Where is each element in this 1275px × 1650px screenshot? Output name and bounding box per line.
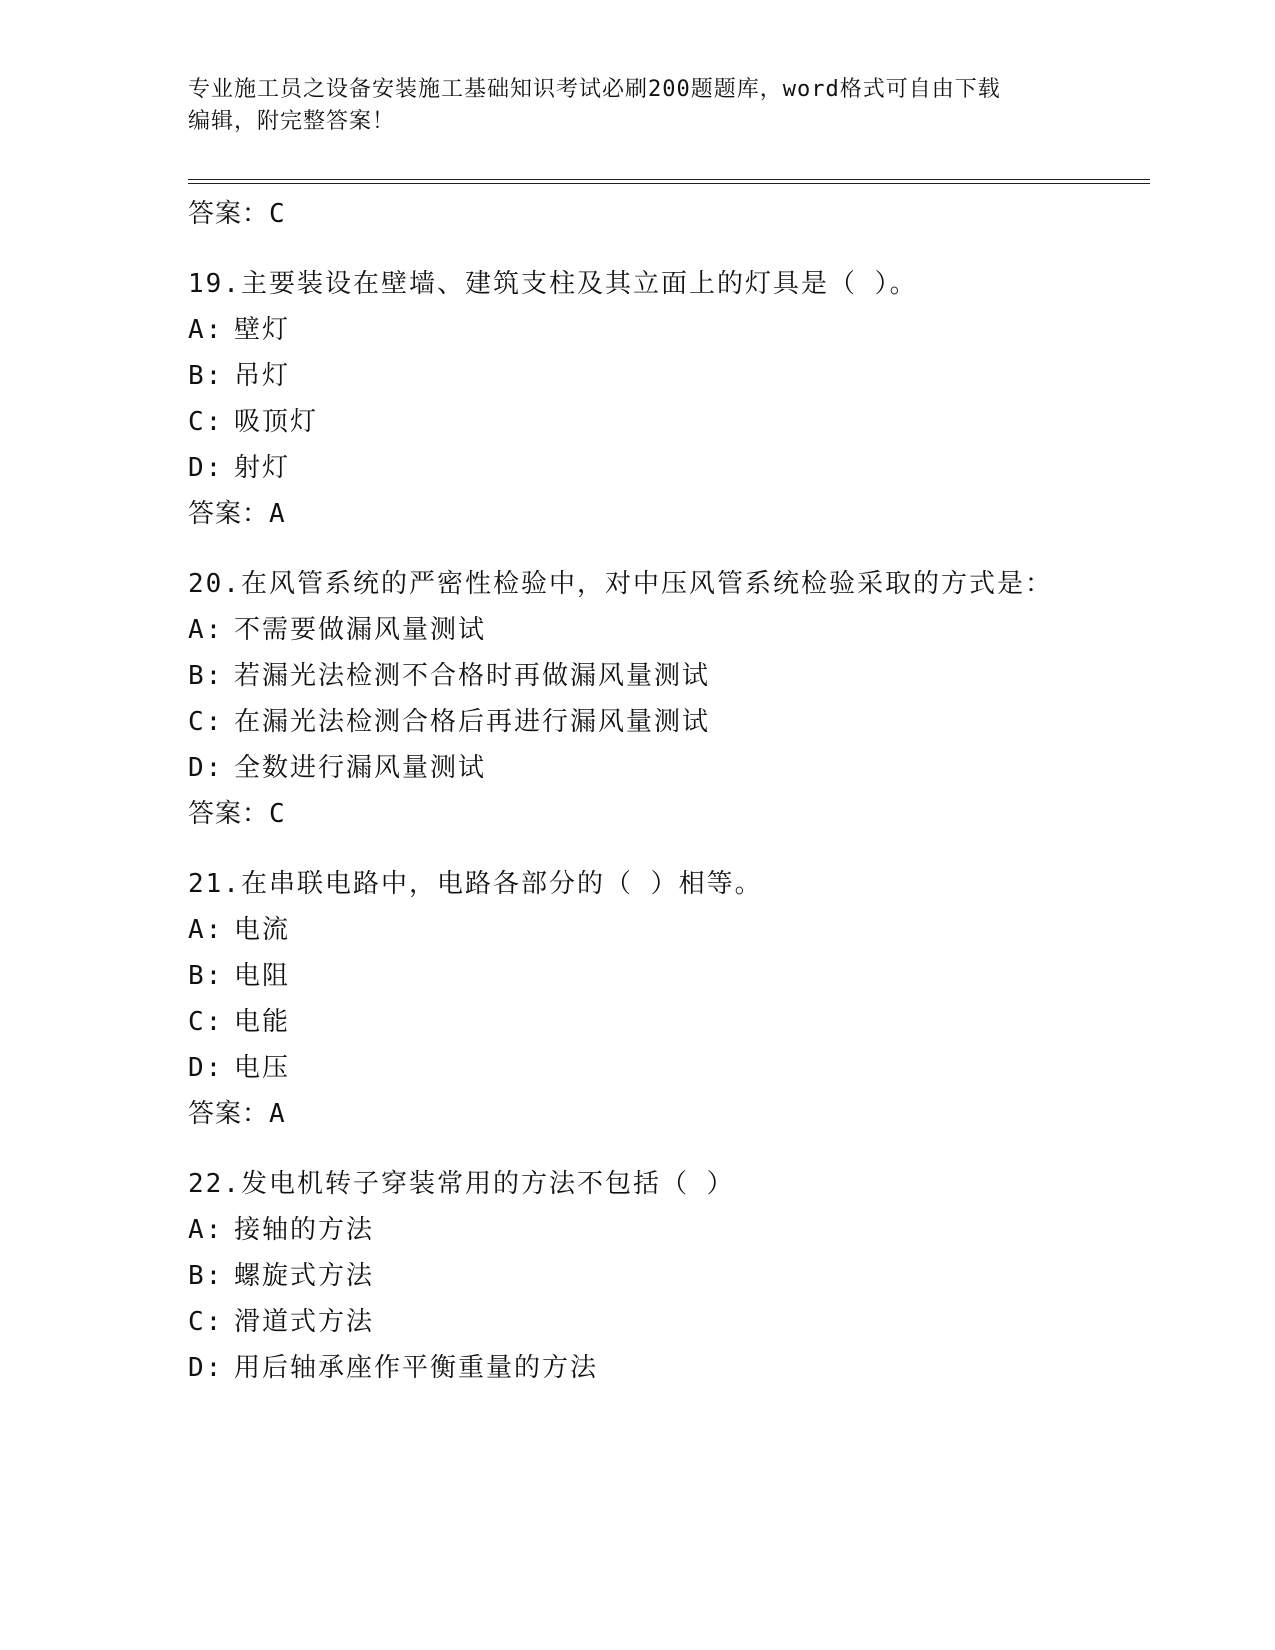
option-text: 不需要做漏风量测试 bbox=[234, 615, 487, 645]
option-b bbox=[188, 1258, 1138, 1294]
option-b bbox=[188, 658, 1138, 694]
answer-value: A bbox=[269, 499, 286, 529]
option-text: 接轴的方法 bbox=[234, 1215, 375, 1245]
question-list bbox=[188, 190, 1138, 1396]
answer-value: C bbox=[269, 199, 286, 229]
option-text: 电能 bbox=[234, 1007, 291, 1037]
question-21 bbox=[188, 866, 1138, 1132]
option-c bbox=[188, 704, 1138, 740]
answer-line bbox=[188, 496, 1138, 532]
option-letter: B: bbox=[188, 1261, 224, 1291]
option-c bbox=[188, 404, 1138, 440]
option-letter: A: bbox=[188, 315, 224, 345]
option-b bbox=[188, 358, 1138, 394]
answer-line bbox=[188, 796, 1138, 832]
option-text: 电阻 bbox=[234, 961, 291, 991]
option-text: 用后轴承座作平衡重量的方法 bbox=[234, 1353, 599, 1383]
header-divider-bottom bbox=[188, 183, 1150, 184]
question-19 bbox=[188, 266, 1138, 532]
answer-value: A bbox=[269, 1099, 286, 1129]
option-letter: D: bbox=[188, 1353, 224, 1383]
question-text: 21.在串联电路中，电路各部分的（ ）相等。 bbox=[188, 869, 763, 899]
option-text: 滑道式方法 bbox=[234, 1307, 375, 1337]
option-letter: A: bbox=[188, 1215, 224, 1245]
option-letter: C: bbox=[188, 407, 224, 437]
option-c bbox=[188, 1304, 1138, 1340]
option-a bbox=[188, 312, 1138, 348]
option-c bbox=[188, 1004, 1138, 1040]
header-line-2: 编辑，附完整答案！ bbox=[188, 109, 396, 134]
answer-value: C bbox=[269, 799, 286, 829]
header-divider-top bbox=[188, 179, 1150, 180]
question-20 bbox=[188, 566, 1138, 832]
option-text: 电流 bbox=[234, 915, 291, 945]
option-d bbox=[188, 750, 1138, 786]
answer-label: 答案： bbox=[188, 499, 270, 529]
option-letter: B: bbox=[188, 961, 224, 991]
option-letter: C: bbox=[188, 1307, 224, 1337]
option-text: 吊灯 bbox=[234, 361, 291, 391]
question-text: 19.主要装设在壁墙、建筑支柱及其立面上的灯具是（ ）。 bbox=[188, 269, 918, 299]
option-letter: A: bbox=[188, 615, 224, 645]
option-letter: A: bbox=[188, 915, 224, 945]
option-b bbox=[188, 958, 1138, 994]
question-text: 22.发电机转子穿装常用的方法不包括（ ） bbox=[188, 1169, 735, 1199]
header-line-1: 专业施工员之设备安装施工基础知识考试必刷200题题库，word格式可自由下载 bbox=[188, 77, 1001, 102]
question-22 bbox=[188, 1166, 1138, 1386]
option-text: 螺旋式方法 bbox=[234, 1261, 375, 1291]
document-header bbox=[188, 74, 1088, 138]
option-text: 壁灯 bbox=[234, 315, 291, 345]
answer-label: 答案： bbox=[188, 199, 270, 229]
option-letter: B: bbox=[188, 661, 224, 691]
option-text: 全数进行漏风量测试 bbox=[234, 753, 487, 783]
answer-line bbox=[188, 196, 1138, 232]
option-letter: D: bbox=[188, 1053, 224, 1083]
option-d bbox=[188, 450, 1138, 486]
option-letter: C: bbox=[188, 707, 224, 737]
answer-label: 答案： bbox=[188, 799, 270, 829]
option-a bbox=[188, 612, 1138, 648]
option-text: 若漏光法检测不合格时再做漏风量测试 bbox=[234, 661, 711, 691]
option-d bbox=[188, 1350, 1138, 1386]
option-letter: C: bbox=[188, 1007, 224, 1037]
option-a bbox=[188, 1212, 1138, 1248]
question-text: 20.在风管系统的严密性检验中，对中压风管系统检验采取的方式是： bbox=[188, 569, 1053, 599]
option-letter: B: bbox=[188, 361, 224, 391]
option-text: 电压 bbox=[234, 1053, 291, 1083]
option-text: 吸顶灯 bbox=[234, 407, 319, 437]
option-text: 在漏光法检测合格后再进行漏风量测试 bbox=[234, 707, 711, 737]
option-letter: D: bbox=[188, 453, 224, 483]
option-a bbox=[188, 912, 1138, 948]
option-d bbox=[188, 1050, 1138, 1086]
answer-line bbox=[188, 1096, 1138, 1132]
option-letter: D: bbox=[188, 753, 224, 783]
option-text: 射灯 bbox=[234, 453, 291, 483]
answer-label: 答案： bbox=[188, 1099, 270, 1129]
